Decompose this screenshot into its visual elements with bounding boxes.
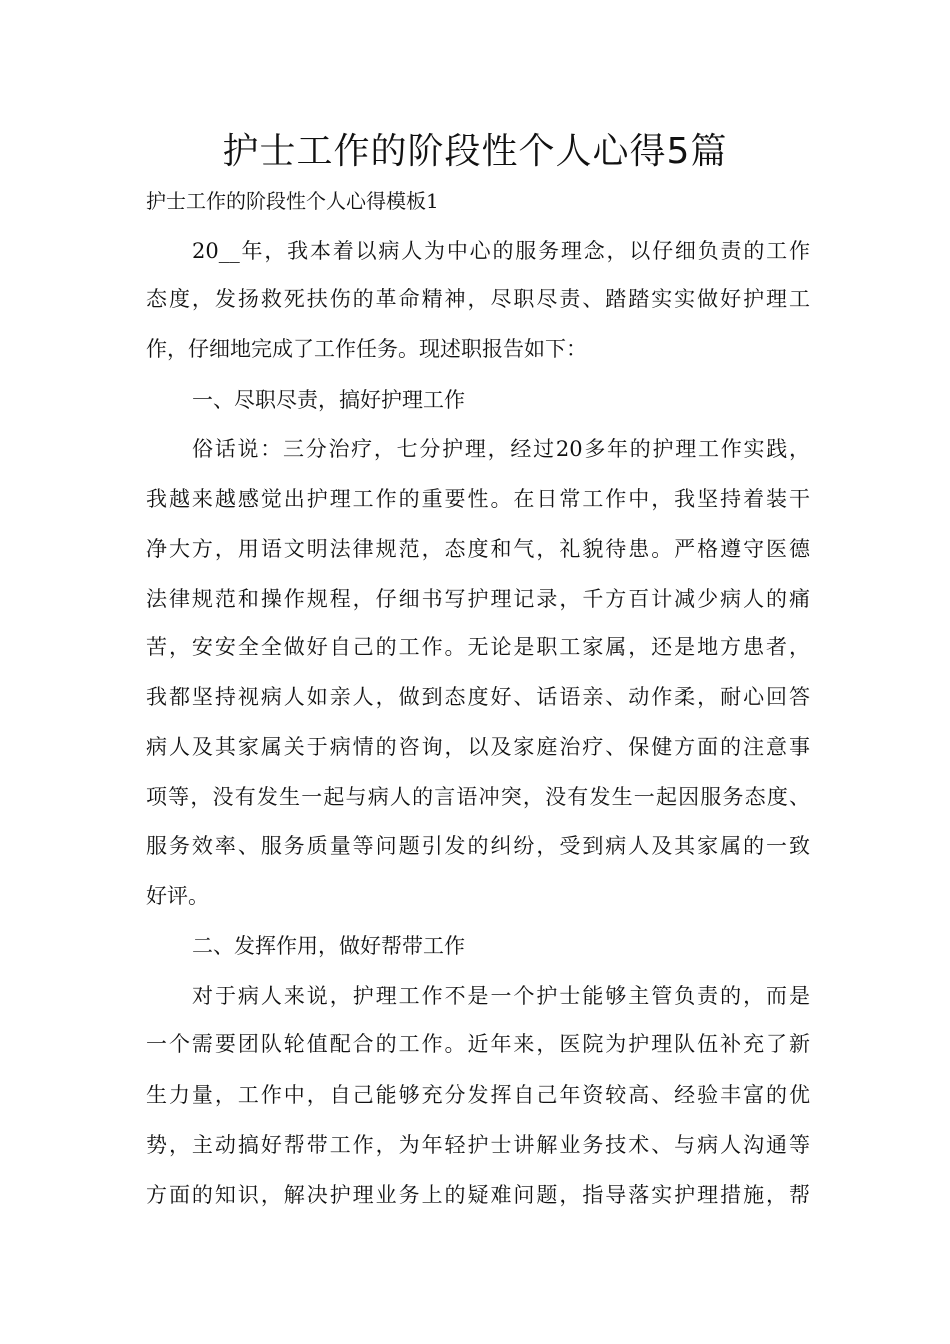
paragraph-line: 好评。 xyxy=(146,884,209,908)
paragraph-line: 服务效率、服务质量等问题引发的纠纷，受到病人及其家属的一致 xyxy=(146,834,810,858)
paragraph-line: 我越来越感觉出护理工作的重要性。在日常工作中，我坚持着装干 xyxy=(146,487,810,511)
paragraph-line: 俗话说：三分治疗，七分护理，经过20多年的护理工作实践， xyxy=(192,437,810,461)
paragraph-line: 净大方，用语文明法律规范，态度和气，礼貌待患。严格遵守医德 xyxy=(146,537,810,561)
paragraph-line: 20__年，我本着以病人为中心的服务理念，以仔细负责的工作 xyxy=(192,239,810,263)
section-heading: 二、发挥作用，做好帮带工作 xyxy=(192,934,465,958)
paragraph-line: 作，仔细地完成了工作任务。现述职报告如下： xyxy=(146,337,587,361)
paragraph-line: 势，主动搞好帮带工作，为年轻护士讲解业务技术、与病人沟通等 xyxy=(146,1133,810,1157)
section-heading: 一、尽职尽责，搞好护理工作 xyxy=(192,388,465,412)
paragraph-line: 我都坚持视病人如亲人，做到态度好、话语亲、动作柔，耐心回答 xyxy=(146,685,810,709)
paragraph-line: 对于病人来说，护理工作不是一个护士能够主管负责的，而是 xyxy=(192,984,810,1008)
document-title: 护士工作的阶段性个人心得5篇 xyxy=(222,131,728,172)
paragraph-line: 病人及其家属关于病情的咨询，以及家庭治疗、保健方面的注意事 xyxy=(146,735,810,759)
paragraph-line: 法律规范和操作规程，仔细书写护理记录，千方百计减少病人的痛 xyxy=(146,587,810,611)
paragraph-line: 态度，发扬救死扶伤的革命精神，尽职尽责、踏踏实实做好护理工 xyxy=(146,287,810,311)
paragraph-line: 一个需要团队轮值配合的工作。近年来，医院为护理队伍补充了新 xyxy=(146,1032,810,1056)
paragraph-line: 方面的知识，解决护理业务上的疑难问题，指导落实护理措施，帮 xyxy=(146,1183,810,1207)
document-subtitle: 护士工作的阶段性个人心得模板1 xyxy=(146,189,439,213)
paragraph-line: 苦，安安全全做好自己的工作。无论是职工家属，还是地方患者， xyxy=(146,635,810,659)
paragraph-line: 生力量，工作中，自己能够充分发挥自己年资较高、经验丰富的优 xyxy=(146,1083,810,1107)
paragraph-line: 项等，没有发生一起与病人的言语冲突，没有发生一起因服务态度、 xyxy=(146,785,810,809)
